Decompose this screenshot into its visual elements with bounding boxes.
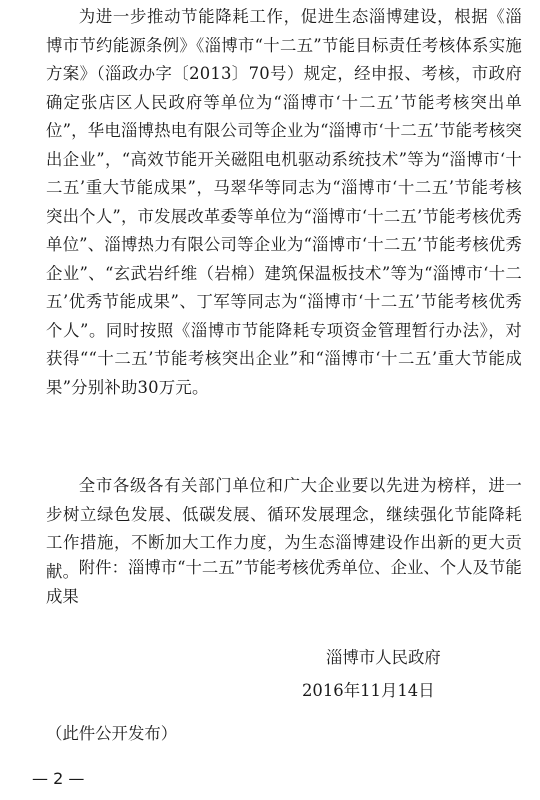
publication-note: （此件公开发布） [46,724,178,743]
issue-date: 2016年11月14日 [302,681,435,700]
page-number: — 2 — [32,769,85,788]
body-paragraph-1: 为进一步推动节能降耗工作，促进生态淄博建设，根据《淄博市节约能源条例》《淄博市“十二五”节能目标责任考核体系实施方案》（淄政办字〔2013〕70号）规定，经申报、考核，市政府确定张店区人民政府等单位为“淄博市‘十二五’节能考核突出单位”，华电淄博热电有限公司等企业为“淄博市‘十二五’节能考核突出企业”，“高效节能开关磁阻电机驱动系统技术”等为“淄博市‘十二五’重大节能成果”，马翠华等同志为“淄博市‘十二五’节能考核突出个人”，市发展改革委等单位为“淄博市‘十二五’节能考核优秀单位”、淄博热力有限公司等企业为“淄博市‘十二五’节能考核优秀企业”、“玄武岩纤维（岩棉）建筑保温板技术”等为“淄博市‘十二五’优秀节能成果”、丁军等同志为“淄博市‘十二五’节能考核优秀个人”。同时按照《淄博市节能降耗专项资金管理暂行办法》，对获得““十二五’节能考核突出企业”和“淄博市‘十二五’重大节能成果”分别补助30万元。 [46,7,522,397]
attachment-line: 附件：淄博市“十二五”节能考核优秀单位、企业、个人及节能成果 [46,558,522,606]
body-paragraph-2: 全市各级各有关部门单位和广大企业要以先进为榜样，进一步树立绿色发展、低碳发展、循环发展理念，继续强化节能降耗工作措施，不断加大工作力度，为生态淄博建设作出新的更大贡献。 [46,476,522,581]
issuer-signature: 淄博市人民政府 [326,648,441,667]
